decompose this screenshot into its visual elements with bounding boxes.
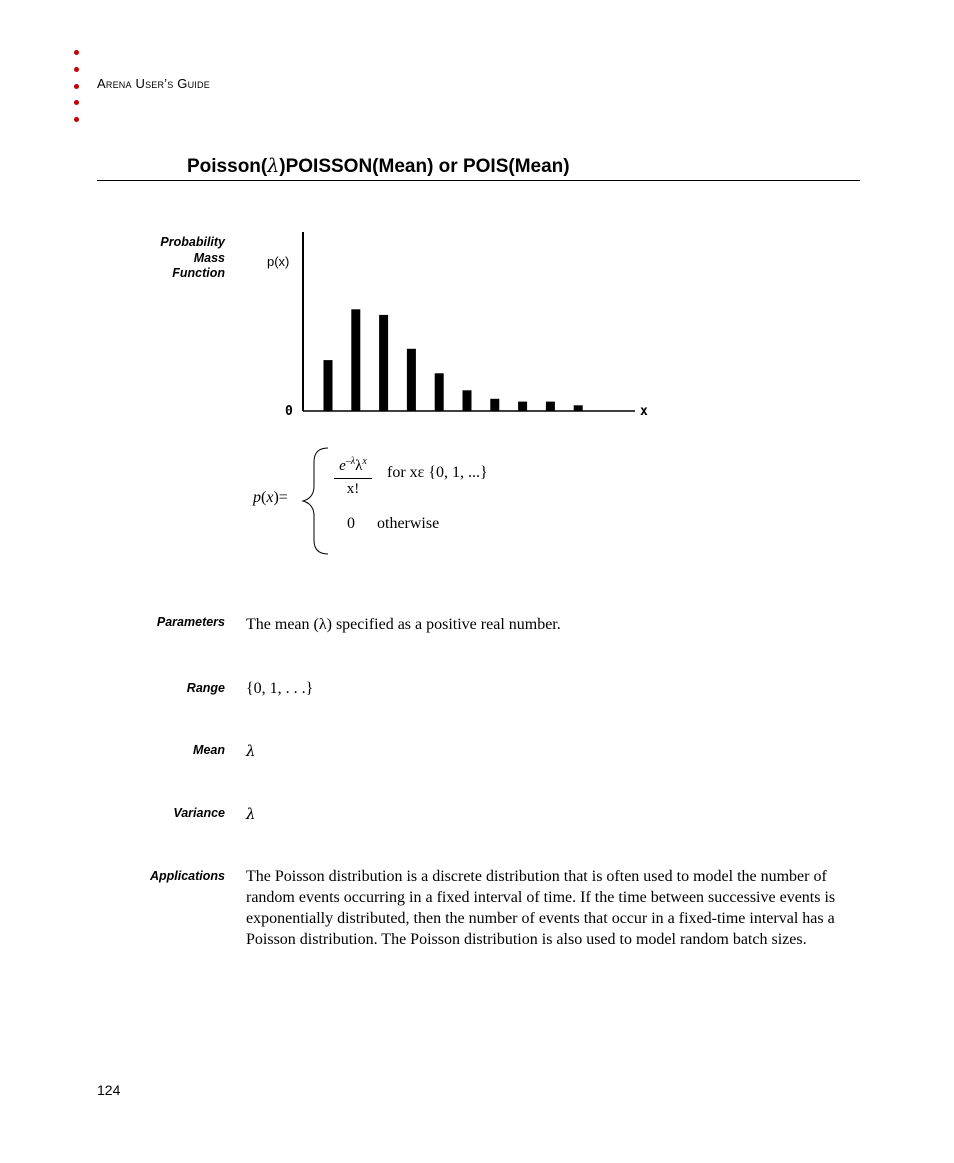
pmf-label-line: Mass	[193, 250, 225, 265]
margin-bullet	[74, 67, 79, 72]
pmf-bar	[407, 349, 416, 411]
pmf-bar	[435, 373, 444, 411]
margin-bullet	[74, 50, 79, 55]
pmf-bar	[490, 399, 499, 411]
pmf-bar	[463, 390, 472, 411]
numerator-exp1: –λ	[345, 456, 356, 467]
formula-fraction	[334, 456, 372, 498]
range-text: {0, 1, . . .}	[246, 680, 314, 697]
y-axis-label: p(x)	[267, 254, 290, 269]
mean-label: Mean	[193, 743, 225, 757]
parameters-label: Parameters	[156, 615, 225, 629]
numerator-base: e	[339, 458, 346, 474]
formula-case2-condition: otherwise	[377, 515, 440, 532]
formula-brace	[300, 446, 332, 556]
pmf-bar	[574, 405, 583, 411]
parameters-text: The mean (λ) specified as a positive real number.	[246, 616, 561, 633]
pmf-label-line: Function	[172, 266, 225, 280]
title-lambda: λ	[267, 155, 280, 177]
variance-label: Variance	[173, 806, 225, 820]
margin-bullet	[74, 84, 79, 89]
pmf-chart	[258, 228, 658, 428]
variance-text: λ	[246, 805, 256, 823]
pmf-label	[160, 235, 225, 282]
pmf-bar	[324, 360, 333, 411]
pmf-label-line: Probability	[160, 235, 225, 249]
formula-denominator: x!	[346, 481, 360, 497]
margin-bullet	[74, 100, 79, 105]
x-axis-label: x	[640, 404, 648, 419]
numerator-exp2: x	[362, 456, 367, 467]
pmf-bar	[379, 315, 388, 411]
section-title	[187, 155, 570, 178]
pmf-bar	[546, 402, 555, 411]
range-label: Range	[186, 681, 225, 695]
applications-text: The Poisson distribution is a discrete distribution that is often used to model the number of random events occurring in a fixed interval of time. If the time between successive events is exponentially distributed, then the number of events that occur in a fixed-time interval has a Poisson distribution. The Poisson distribution is also used to model random batch sizes.	[246, 868, 836, 948]
mean-text: λ	[246, 742, 256, 760]
formula-numerator	[334, 456, 372, 479]
numerator-lambda: λ	[355, 458, 363, 474]
running-head: Arena User’s Guide	[97, 76, 210, 91]
formula-lhs: p(x)=	[253, 489, 288, 506]
title-suffix: )POISSON(Mean) or POIS(Mean)	[279, 156, 570, 177]
pmf-formula	[250, 446, 550, 556]
margin-bullet	[74, 117, 79, 122]
formula-case2-value: 0	[347, 515, 355, 532]
page-number: 124	[97, 1082, 121, 1098]
pmf-bars	[324, 309, 583, 411]
pmf-bar	[351, 309, 360, 411]
applications-label: Applications	[149, 869, 225, 883]
formula-case1-condition: for xε {0, 1, ...}	[387, 464, 488, 481]
pmf-bar	[518, 402, 527, 411]
origin-label: 0	[285, 404, 293, 419]
title-prefix: Poisson(	[187, 156, 268, 177]
title-rule	[97, 180, 860, 181]
